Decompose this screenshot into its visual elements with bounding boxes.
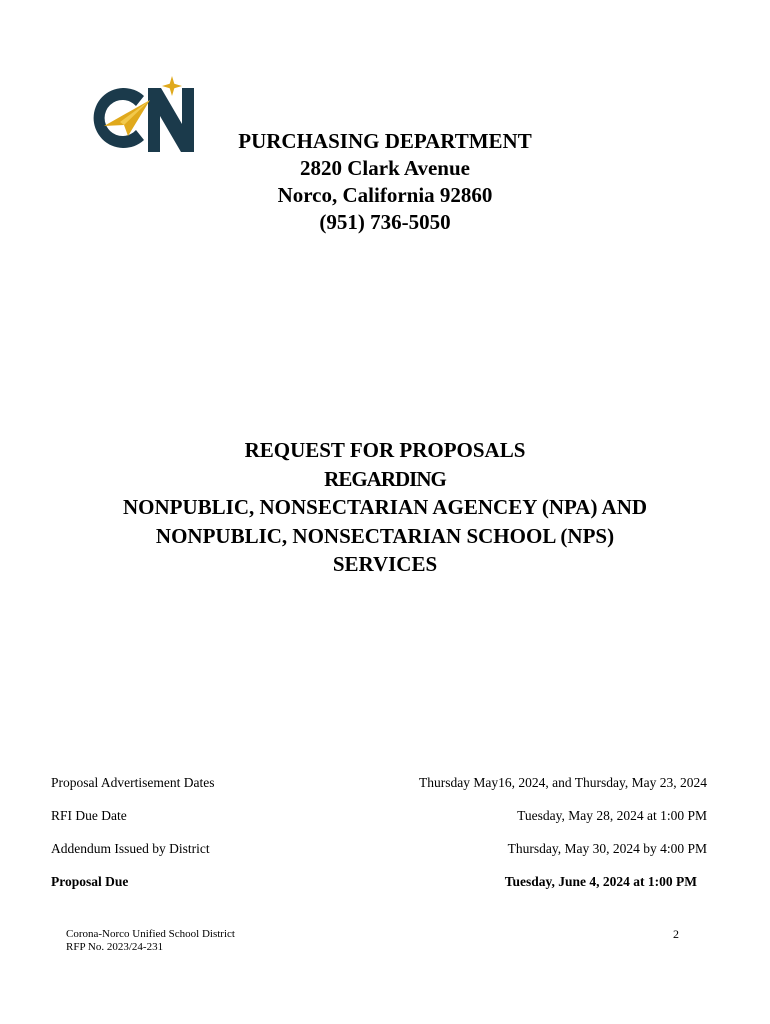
schedule-row-proposal-due xyxy=(51,874,707,894)
schedule-value: Thursday May16, 2024, and Thursday, May 23, 2024 xyxy=(419,775,707,790)
city-state-zip: Norco, California 92860 xyxy=(277,183,493,207)
schedule-value: Thursday, May 30, 2024 by 4:00 PM xyxy=(507,841,707,856)
schedule-value: Tuesday, May 28, 2024 at 1:00 PM xyxy=(517,808,707,823)
schedule-label: Proposal Advertisement Dates xyxy=(51,775,215,790)
footer-info xyxy=(66,928,235,954)
department-header xyxy=(180,128,590,236)
schedule-label: RFI Due Date xyxy=(51,808,127,823)
title-line-3: NONPUBLIC, NONSECTARIAN AGENCEY (NPA) AND xyxy=(122,495,648,519)
logo-star-icon xyxy=(162,76,182,96)
title-line-5: SERVICES xyxy=(332,552,438,576)
title-line-1: REQUEST FOR PROPOSALS xyxy=(244,438,526,462)
phone-number: (951) 736-5050 xyxy=(319,210,451,234)
schedule-label: Proposal Due xyxy=(51,874,129,889)
schedule-label: Addendum Issued by District xyxy=(51,841,210,856)
title-line-2: REGARDING xyxy=(324,466,446,491)
department-name: PURCHASING DEPARTMENT xyxy=(238,129,532,153)
street-address: 2820 Clark Avenue xyxy=(300,156,470,180)
document-title xyxy=(60,436,710,579)
schedule-row-rfi xyxy=(51,808,707,828)
footer-district: Corona-Norco Unified School District xyxy=(66,928,235,940)
schedule-row-advertisement xyxy=(51,775,707,795)
schedule-value: Tuesday, June 4, 2024 at 1:00 PM xyxy=(504,874,697,889)
schedule-row-addendum xyxy=(51,841,707,861)
title-line-4: NONPUBLIC, NONSECTARIAN SCHOOL (NPS) xyxy=(155,523,615,548)
footer-rfp-number: RFP No. 2023/24-231 xyxy=(66,941,164,953)
page-number: 2 xyxy=(673,927,679,941)
